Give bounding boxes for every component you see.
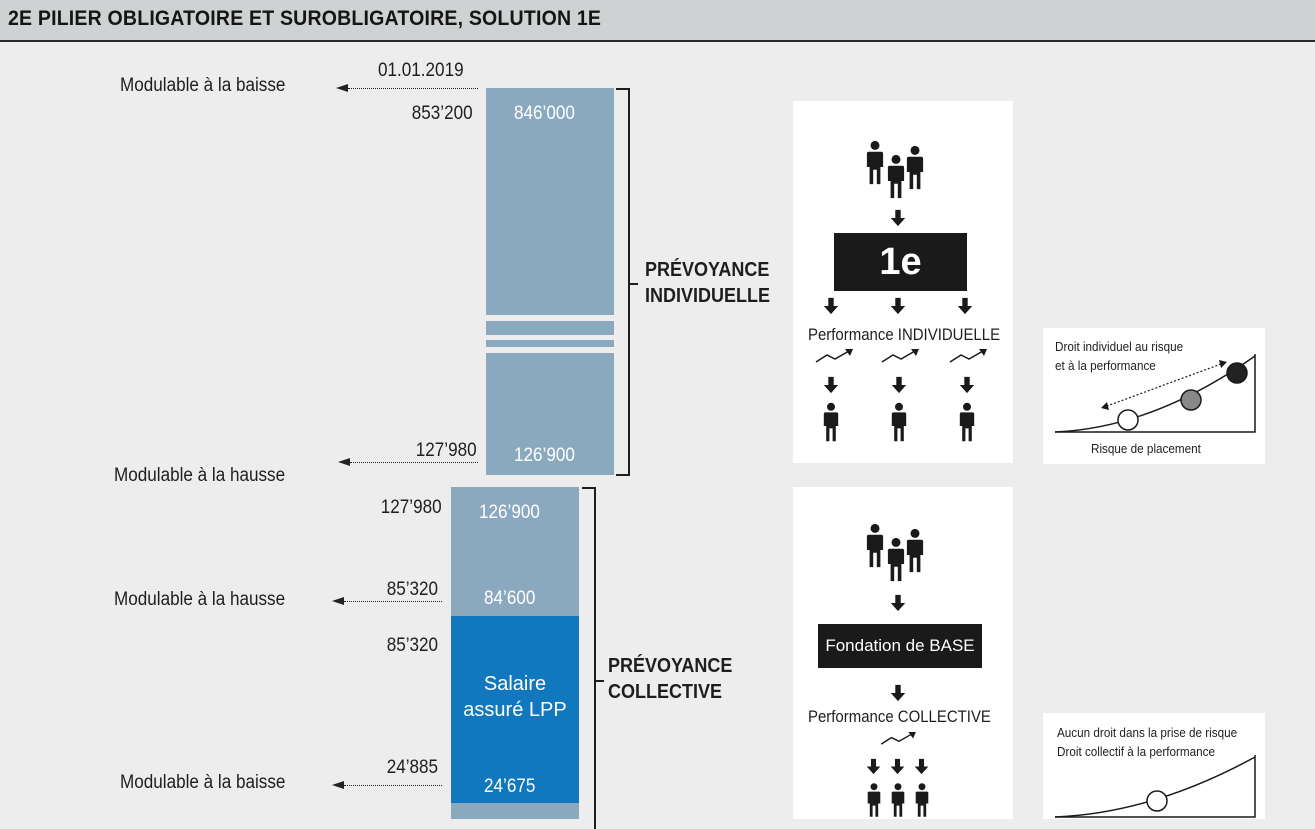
salary-label (451, 671, 579, 723)
box-1e: 1e (834, 233, 967, 291)
arrow-left-icon (332, 781, 344, 789)
bracket-tick (628, 283, 638, 285)
category-collective-line2: COLLECTIVE (608, 681, 723, 703)
category-individuelle-line1: PRÉVOYANCE (645, 259, 770, 281)
upper-bottom-bar-value: 126’900 (514, 445, 575, 466)
note-modulable-baisse-lower: Modulable à la baisse (120, 772, 286, 793)
salary-label-line2: assuré LPP (463, 699, 567, 721)
note-modulable-hausse-upper: Modulable à la hausse (114, 465, 286, 486)
category-collective-line1: PRÉVOYANCE (608, 655, 733, 677)
arrow-line (344, 785, 442, 786)
bar-segment (486, 321, 614, 335)
collective-people-icon (862, 731, 937, 819)
upper-top-bar-value: 846’000 (514, 103, 575, 124)
note-modulable-hausse-lower: Modulable à la hausse (114, 589, 286, 610)
salary-label-line1: Salaire (483, 673, 547, 695)
bracket (582, 487, 596, 829)
arrow-left-icon (336, 84, 348, 92)
lower-bottom-bar-value: 24’675 (484, 776, 536, 797)
risk-individual-line2: et à la performance (1055, 358, 1156, 373)
risk-collective-line1: Aucun droit dans la prise de risque (1057, 725, 1238, 740)
lower-top-left-value: 127’980 (381, 497, 442, 518)
bracket-tick (594, 680, 604, 682)
bar-segment (451, 803, 579, 819)
down-arrows-icon (820, 297, 980, 317)
down-arrow-icon (889, 684, 907, 702)
risk-individual-line1: Droit individuel au risque (1055, 339, 1184, 354)
performance-collective-label: Performance COLLECTIVE (808, 707, 991, 726)
arrow-line (344, 601, 442, 602)
category-individuelle-line2: INDIVIDUELLE (645, 285, 771, 307)
down-arrow-icon (889, 209, 907, 227)
risk-axis-label: Risque de placement (1091, 441, 1201, 456)
arrow-left-icon (332, 597, 344, 605)
bar-segment (486, 340, 614, 347)
page-title: 2E PILIER OBLIGATOIRE ET SUROBLIGATOIRE, SOLUTION 1E (8, 7, 602, 30)
arrow-line (348, 88, 478, 89)
people-group-icon (866, 518, 926, 588)
salary-left-value: 85’320 (386, 635, 438, 656)
people-group-icon (866, 135, 926, 205)
individual-people-icon (815, 348, 990, 443)
note-modulable-baisse-upper: Modulable à la baisse (120, 75, 286, 96)
down-arrow-icon (889, 594, 907, 612)
arrow-line (350, 462, 478, 463)
lower-top-bar-value: 126’900 (479, 502, 540, 523)
date-label: 01.01.2019 (378, 60, 464, 81)
risk-collective-line2: Droit collectif à la performance (1057, 744, 1216, 759)
performance-individuelle-label: Performance INDIVIDUELLE (808, 325, 1001, 344)
risk-curve-collective (1043, 713, 1265, 819)
box-fondation-base: Fondation de BASE (818, 624, 982, 668)
arrow-left-icon (338, 458, 350, 466)
lower-bottom-left-value: 24’885 (386, 757, 438, 778)
lower-mid-bar-value: 84’600 (484, 588, 536, 609)
upper-bottom-left-value: 127’980 (416, 440, 477, 461)
upper-top-left-value: 853’200 (412, 103, 473, 124)
lower-mid-left-value: 85’320 (386, 579, 438, 600)
bracket (616, 88, 630, 476)
